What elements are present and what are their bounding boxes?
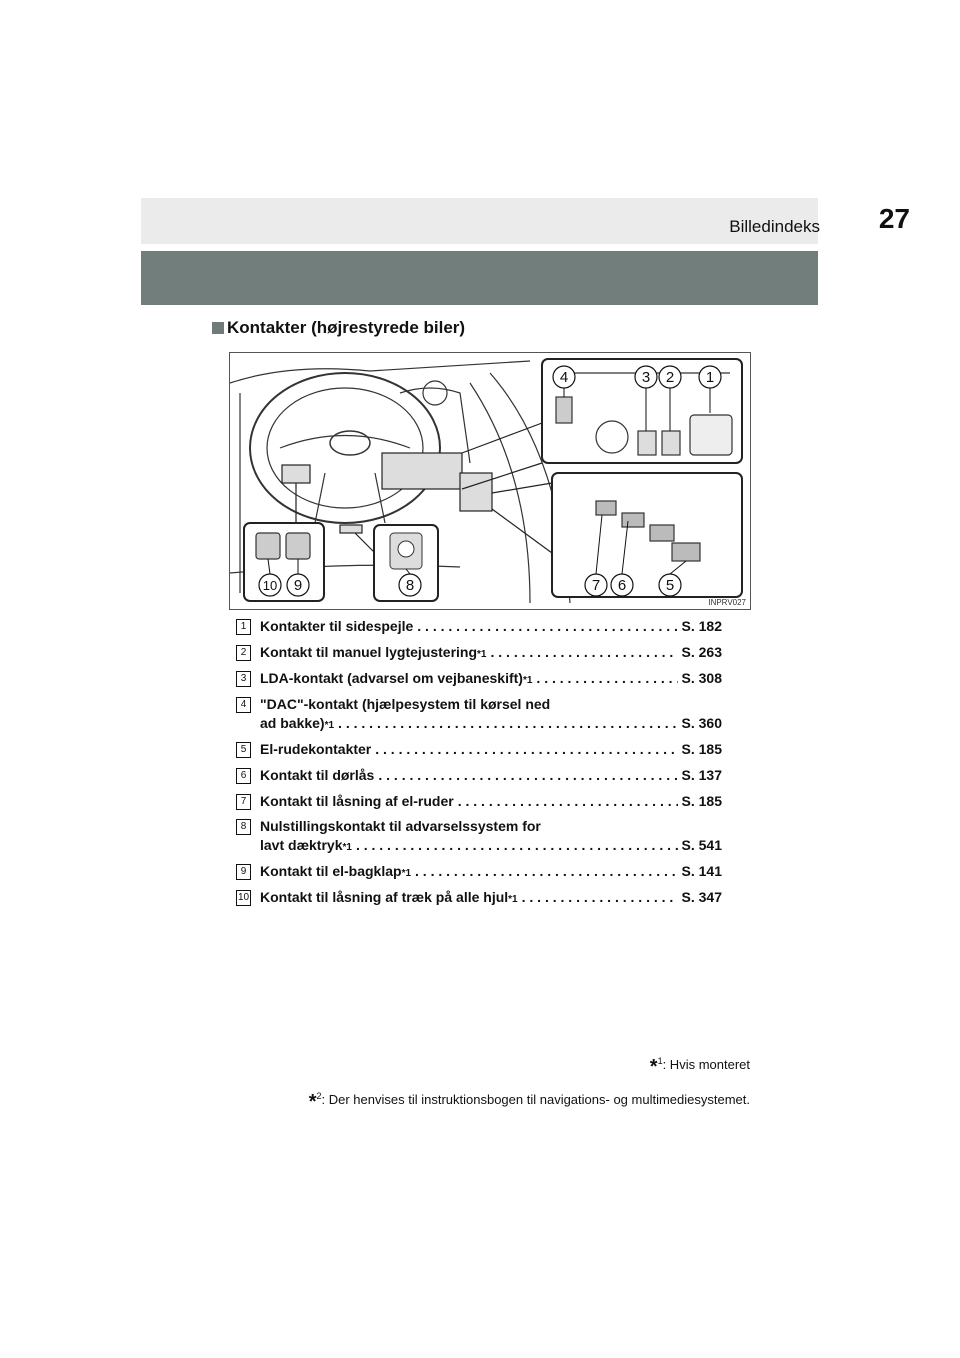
leader-dots — [536, 670, 677, 686]
switch-figure — [229, 352, 751, 610]
item-line: Kontakt til låsning af træk på alle hjul *1 . . . S. 347 — [260, 889, 722, 905]
header-section-title: Billedindeks — [729, 217, 820, 236]
item-text: ad bakke) — [260, 715, 325, 731]
item-number: 6 — [236, 768, 251, 784]
item-text: Nulstillingskontakt til advarselssystem for — [260, 818, 541, 834]
item-text: Kontakt til manuel lygtejustering — [260, 644, 478, 660]
leader-dots — [490, 644, 677, 660]
svg-text:4: 4 — [559, 369, 569, 386]
page-reference-link[interactable]: S. 541 — [681, 837, 722, 853]
leader-dots — [378, 767, 677, 783]
item-text: El-rudekontakter — [260, 741, 372, 757]
item-number: 10 — [236, 890, 251, 906]
svg-text:10: 10 — [262, 578, 278, 593]
section-square-icon — [212, 322, 224, 334]
page-reference-link[interactable]: S. 137 — [681, 767, 722, 783]
callout-4 — [553, 366, 575, 388]
footnote-1: *$^1$: Hvis monteret — [649, 1056, 750, 1078]
leader-dots — [417, 618, 677, 634]
item-line — [260, 767, 722, 783]
item-text: Kontakt til låsning af el-ruder — [260, 793, 454, 809]
page-reference-link[interactable]: S. 347 — [681, 889, 722, 905]
item-text: Kontakter til sidespejle — [260, 618, 414, 634]
page-number: 27 — [878, 203, 910, 234]
item-line — [260, 618, 722, 634]
section-title — [212, 318, 465, 338]
leader-dots — [356, 837, 678, 853]
svg-text:1: 1 — [705, 369, 715, 386]
callout-5 — [659, 574, 681, 596]
item-line: lavt dæktryk *1 . . . S. 541 — [260, 837, 722, 853]
item-text: Kontakt til el-bagklap — [260, 863, 402, 879]
item-line: LDA-kontakt (advarsel om vejbaneskift) *1 . . . S. 308 — [260, 670, 722, 686]
item-text: lavt dæktryk — [260, 837, 343, 853]
item-line — [260, 741, 722, 757]
page-reference-link[interactable]: S. 360 — [681, 715, 722, 731]
leader-dots — [522, 889, 678, 905]
item-number: 3 — [236, 671, 251, 687]
svg-text:3: 3 — [641, 369, 651, 386]
section-title-text: Kontakter (højrestyrede biler) — [227, 318, 466, 337]
page-reference-link[interactable]: S. 182 — [681, 618, 722, 634]
callout-6 — [611, 574, 633, 596]
item-line: Kontakt til manuel lygtejustering *1 . . . S. 263 — [260, 644, 722, 660]
header-band — [141, 198, 818, 244]
item-line — [260, 696, 722, 712]
chapter-band — [141, 251, 818, 305]
item-line — [260, 818, 722, 834]
page-reference-link[interactable]: S. 263 — [681, 644, 722, 660]
leader-dots — [338, 715, 677, 731]
leader-dots — [415, 863, 677, 879]
item-text: Kontakt til dørlås — [260, 767, 375, 783]
item-number: 8 — [236, 819, 251, 835]
page-reference-link[interactable]: S. 185 — [681, 793, 722, 809]
page-reference-link[interactable]: S. 141 — [681, 863, 722, 879]
callout-10 — [259, 574, 281, 596]
item-text: LDA-kontakt (advarsel om vejbaneskift) — [260, 670, 523, 686]
figure-code: INPRV027 — [708, 598, 746, 607]
callout-1 — [699, 366, 721, 388]
svg-text:8: 8 — [405, 577, 415, 594]
item-number: 7 — [236, 794, 251, 810]
leader-dots — [375, 741, 677, 757]
item-line: ad bakke) *1 . . . S. 360 — [260, 715, 722, 731]
footnote-2: *$^2$: Der henvises til instruktionsbogen til navigations- og multimediesystemet. — [308, 1091, 750, 1113]
callout-3 — [635, 366, 657, 388]
item-number: 4 — [236, 697, 251, 713]
leader-dots — [458, 793, 678, 809]
callout-9 — [287, 574, 309, 596]
item-number: 2 — [236, 645, 251, 661]
page-reference-link[interactable]: S. 308 — [681, 670, 722, 686]
item-line: Kontakt til el-bagklap *1 . . . S. 141 — [260, 863, 722, 879]
callout-7 — [585, 574, 607, 596]
callout-2 — [659, 366, 681, 388]
item-number: 5 — [236, 742, 251, 758]
svg-text:2: 2 — [665, 369, 675, 386]
item-text: Kontakt til låsning af træk på alle hjul — [260, 889, 509, 905]
item-text: "DAC"-kontakt (hjælpesystem til kørsel ned — [260, 696, 551, 712]
item-number: 9 — [236, 864, 251, 880]
footnotes — [309, 1056, 750, 1126]
callout-8 — [399, 574, 421, 596]
item-line — [260, 793, 722, 809]
item-number: 1 — [236, 619, 251, 635]
dashboard-illustration — [230, 353, 750, 609]
svg-text:5: 5 — [665, 577, 675, 594]
svg-text:9: 9 — [293, 577, 303, 594]
svg-text:6: 6 — [617, 577, 627, 594]
svg-text:7: 7 — [591, 577, 601, 594]
page-reference-link[interactable]: S. 185 — [681, 741, 722, 757]
